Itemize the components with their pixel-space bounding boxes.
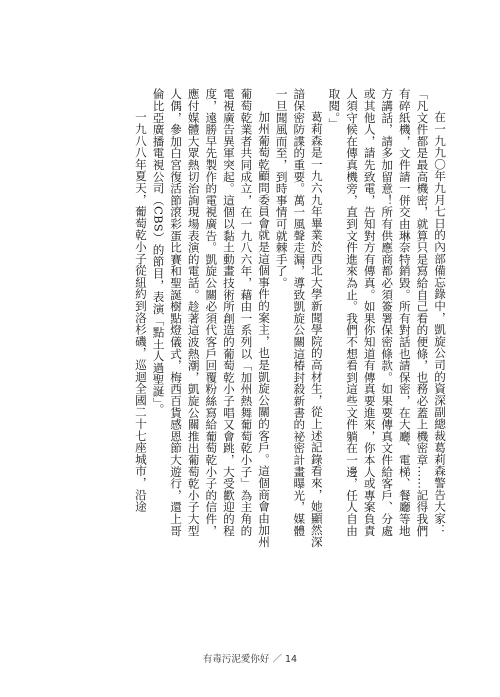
page-number: 14 <box>285 654 298 665</box>
footer-separator: ／ <box>272 654 282 665</box>
page-footer <box>0 651 500 665</box>
paragraph: 葛莉森是一九六九年畢業於西北大學新聞學院的高材生，從上述記錄看來，她顯然深諳保密防諜的重要。萬一風聲走漏，導致凱旋公關這椿封殺新書的祕密計畫曝光，媒體一旦聞風而至，到時事情可就棘手了。 <box>274 88 324 548</box>
paragraph: 加州葡萄乾顧問委員會就是這個事件的案主，也是凱旋公關的客戶。這個商會由加州葡萄乾業者共同成立，在一九八六年，藉由一系列以「加州熱舞葡萄乾小子」為主角的電視廣告異軍突起。這個以黏土動畫技術所創造的葡萄乾小子唱又會跳，大受歡迎的程度，遠勝早先製作的電視廣告。凱旋公關必須代客戶回覆粉絲寫給葡萄乾小子的信件，應付媒體大眾熱切治詢現場表演的電話。趁著這波熱潮，凱旋公關推出葡萄乾小子大型人偶，參加白宮復活節滾彩蛋比賽和聖誕樹點燈儀式，梅西百貨感恩節大遊行，還上哥倫比亞廣播電視公司（CBS）的節目，表演「點土人過聖誕」。 <box>151 88 272 548</box>
paragraph: 一九八八年夏天，葡萄乾小子從紐約到洛杉磯，巡迴全國二十七座城市，沿途 <box>133 111 148 513</box>
body-text <box>56 88 448 548</box>
running-title: 有毒污泥愛你好 <box>202 654 270 665</box>
paragraph: 在一九九〇年九月七日的內部備忘錄中，凱旋公司的資深副總裁葛莉森警告大家：「凡文件都是最高機密，就算只是寫給自己看的便條，也務必蓋上機密章……記得我們有碎紙機，文件請一併交由琳奈特銷毀。所有對話也請保密，在大廳、電梯、餐廳等地方講話，請多加留意！所有供應商都必須簽署保密條款。如果要傳真文件給客戶、分處或其他人，請先致電，告知對方有傳真。如果你知道有傳真要進來，你本人或專案負責人須守候在傳真機旁，直到文件進來為止。我們不想看到這些文件躺在一邊，任人自由取閱。」 <box>327 88 447 537</box>
